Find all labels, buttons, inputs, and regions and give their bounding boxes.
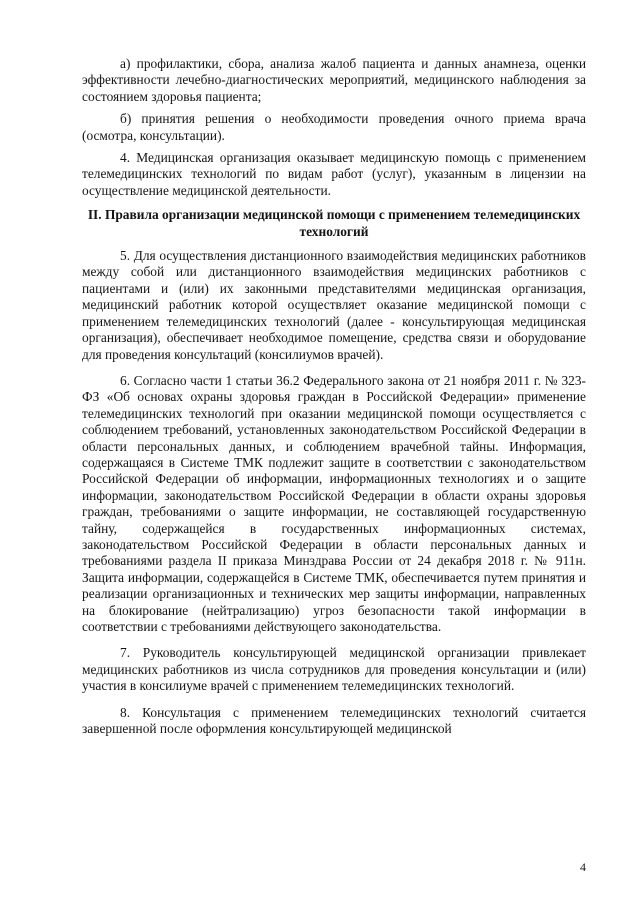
section-heading: II. Правила организации медицинской помощи с применением телемедицинских технологий	[87, 207, 581, 239]
paragraph-6: 6. Согласно части 1 статьи 36.2 Федерального закона от 21 ноября 2011 г. № 323-ФЗ «Об основах охраны здоровья граждан в Российской Федерации» применение телемедицинских технологий при оказании медицинской помощи осуществляется с соблюдением требований, установленных законодательством Российской Федерации в области персональных данных, и соблюдением врачебной тайны. Информация, содержащаяся в Системе ТМК подлежит защите в соответствии с законодательством Российской Федерации об информации, информационных технологиях и о защите информации, законодательством Российской Федерации в области охраны здоровья граждан, требованиями о защите информации, не составляющей государственную тайну, содержащейся в государственных информационных системах, законодательством Российской Федерации в области персональных данных и требованиями раздела II приказа Минздрава России от 24 декабря 2018 г. № 911н. Защита информации, содержащейся в Системе ТМК, обеспечивается путем принятия и реализации организационных и технических мер защиты информации, направленных на блокирование (нейтрализацию) угроз безопасности такой информации в соответствии с требованиями действующего законодательства.	[82, 372, 586, 634]
paragraph-a: а) профилактики, сбора, анализа жалоб пациента и данных анамнеза, оценки эффективности лечебно-диагностических мероприятий, медицинского наблюдения за состоянием здоровья пациента;	[82, 56, 586, 104]
page-number: 4	[580, 860, 586, 874]
paragraph-7: 7. Руководитель консультирующей медицинской организации привлекает медицинских работников из числа сотрудников для проведения консультации и (или) участия в консилиуме врачей с применением телемедицинских технологий.	[82, 645, 586, 694]
paragraph-5: 5. Для осуществления дистанционного взаимодействия медицинских работников между собой или дистанционного взаимодействия медицинских работников с пациентами и (или) их законными представителями медицинская организация, медицинский работник которой осуществляет оказание медицинской помощи с применением телемедицинских технологий (далее - консультирующая медицинская организация), обеспечивает необходимое помещение, средства связи и оборудование для проведения консультаций (консилиумов врачей).	[82, 248, 586, 362]
paragraph-8: 8. Консультация с применением телемедицинских технологий считается завершенной после оформления консультирующей медицинской	[82, 704, 586, 737]
paragraph-4: 4. Медицинская организация оказывает медицинскую помощь с применением телемедицинских технологий по видам работ (услуг), указанным в лицензии на осуществление медицинской деятельности.	[82, 150, 586, 198]
paragraph-b: б) принятия решения о необходимости проведения очного приема врача (осмотра, консультации).	[82, 111, 586, 143]
